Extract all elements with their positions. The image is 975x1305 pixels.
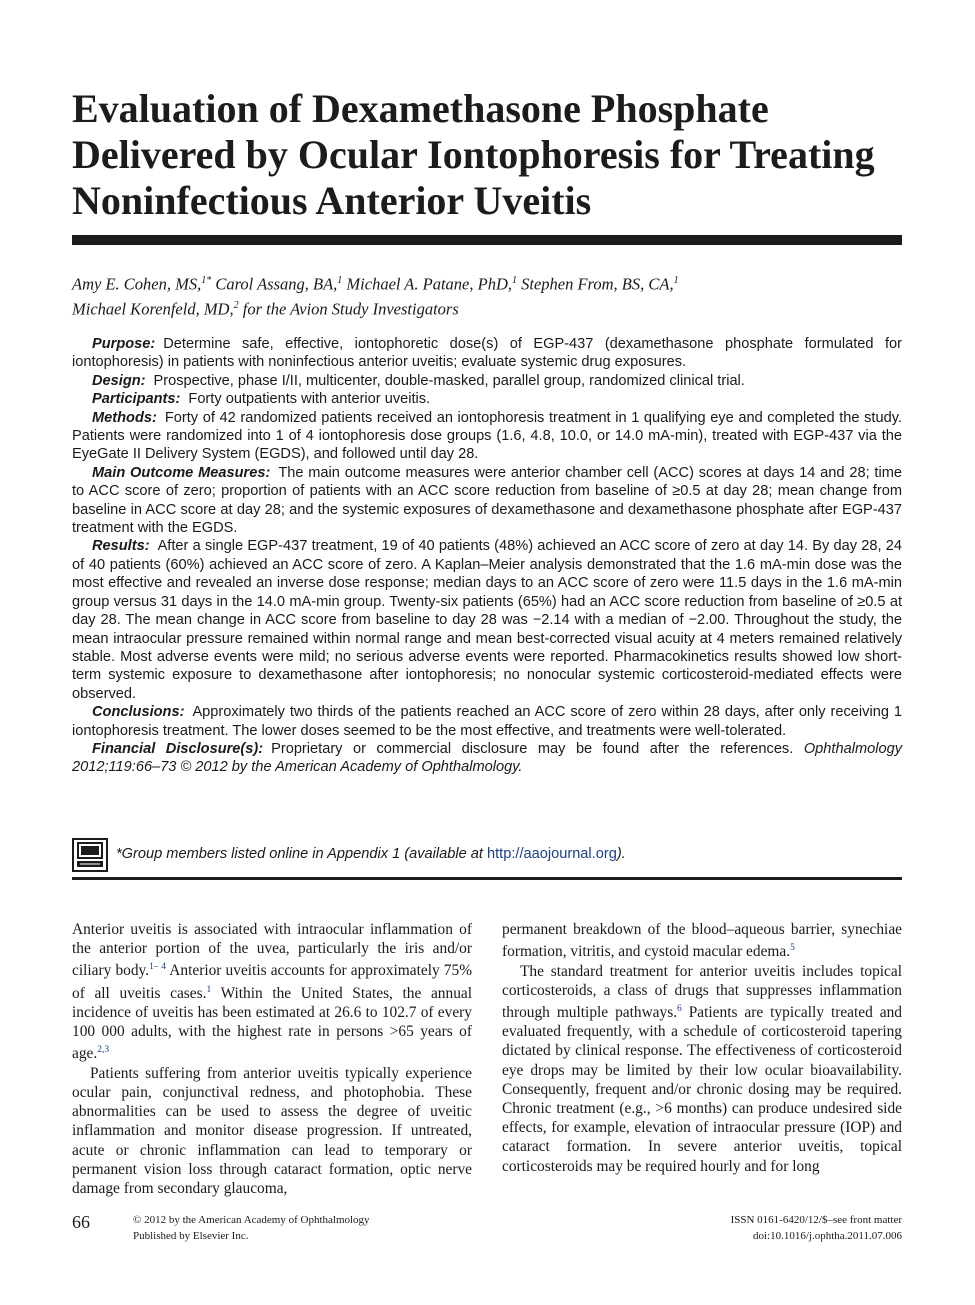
author-affiliation: 1 xyxy=(673,275,679,286)
abstract-outcomes xyxy=(72,464,902,538)
abstract-design xyxy=(72,372,902,390)
section-label: Design: xyxy=(92,372,146,389)
section-text: Forty outpatients with anterior uveitis. xyxy=(188,391,431,408)
paragraph-text: Within the United States, the annual incidence of uveitis has been estimated at 26.6 to 102.7 of every 100 000 adults, with the highest rate in persons >65 years of age. xyxy=(72,984,472,1063)
doi-line: doi:10.1016/j.ophtha.2011.07.006 xyxy=(752,1230,902,1242)
author-affiliation: 1 xyxy=(512,275,517,286)
author-name: Stephen From, BS, CA, xyxy=(521,274,674,294)
section-label: Participants: xyxy=(92,391,181,408)
issn-line: ISSN 0161-6420/12/$–see front matter xyxy=(730,1214,902,1226)
publisher-line: Published by Elsevier Inc. xyxy=(133,1230,249,1242)
appendix-note-text: *Group members listed online in Appendix 1 (available at xyxy=(116,846,487,862)
abstract-methods xyxy=(72,409,902,464)
citation: Ophthalmology 2012;119:66–73 © 2012 by the American Academy of Ophthalmology. xyxy=(72,740,902,776)
reference-link[interactable]: 1 xyxy=(206,984,212,995)
section-label: Financial Disclosure(s): xyxy=(92,740,264,757)
section-text: Prospective, phase I/II, multicenter, double-masked, parallel group, randomized clinical trial. xyxy=(153,372,745,389)
section-label: Purpose: xyxy=(92,336,156,352)
abstract-divider xyxy=(72,877,902,880)
body-column-left xyxy=(72,920,472,1198)
section-label: Conclusions: xyxy=(92,704,185,721)
title-divider xyxy=(72,235,902,245)
body-paragraph xyxy=(72,920,472,1064)
paragraph-text: The standard treatment for anterior uveitis includes topical corticosteroids, a class of drugs that suppresses inflammation through multiple pathways. xyxy=(502,962,902,1022)
journal-link[interactable]: http://aaojournal.org xyxy=(487,846,617,862)
section-label: Main Outcome Measures: xyxy=(92,464,271,481)
abstract-results xyxy=(72,537,902,703)
author-affiliation: 1 xyxy=(337,275,343,286)
author-affiliation: 1* xyxy=(201,275,212,286)
author-affiliation: 2 xyxy=(233,299,239,311)
author-name: Carol Assang, BA, xyxy=(215,274,338,294)
abstract-purpose xyxy=(72,335,902,372)
author-line-2 xyxy=(72,295,902,320)
author-list xyxy=(72,270,902,319)
body-paragraph: Patients suffering from anterior uveitis typically experience ocular pain, conjunctival redness, and photophobia. These abnormalities can be used to assess the degree of uveitic inflammation and monitor disease progression. If untreated, acute or chronic inflammation can lead to temporary or permanent vision loss through cataract formation, optic nerve damage from secondary glaucoma, xyxy=(72,1064,472,1198)
body-paragraph xyxy=(502,920,902,962)
abstract-disclosure xyxy=(72,740,902,777)
section-text: Proprietary or commercial disclosure may be found after the references. xyxy=(271,740,794,757)
reference-link[interactable]: 5 xyxy=(790,943,795,954)
appendix-note xyxy=(116,846,626,862)
publisher-info xyxy=(133,1212,370,1244)
abstract xyxy=(72,335,902,777)
reference-link[interactable]: 1– 4 xyxy=(149,962,166,973)
body-column-right xyxy=(502,920,902,1176)
section-text: Forty of 42 randomized patients received an iontophoresis treatment in 1 qualifying eye and completed the study. Patients were randomized into 1 of 4 iontophoresis dose groups (1.6, 4.8, 10.0, or 14.0 mA-min), treated with EGP-437 via the EyeGate II Delivery System (EGDS), and followed until day 28. xyxy=(72,409,902,463)
page-number: 66 xyxy=(72,1212,90,1232)
author-name: Michael A. Patane, PhD, xyxy=(346,274,512,294)
section-label: Results: xyxy=(92,538,150,555)
appendix-note-tail: ). xyxy=(616,846,626,862)
paragraph-text: Anterior uveitis accounts for approximately 75% of all uveitis cases. xyxy=(72,962,473,1002)
body-paragraph xyxy=(502,962,902,1176)
paragraph-text: permanent breakdown of the blood–aqueous barrier, synechiae formation, vitritis, and cystoid macular edema. xyxy=(502,921,902,961)
article-title: Evaluation of Dexamethasone Phosphate Delivered by Ocular Iontophoresis for Treating Noninfectious Anterior Uveitis xyxy=(72,86,875,223)
section-text: Approximately two thirds of the patients reached an ACC score of zero within 28 days, after only receiving 1 iontophoresis treatment. The lower doses seemed to be the most effective, and treatments were well-tolerated. xyxy=(72,704,902,739)
author-line-1 xyxy=(72,270,902,295)
section-text: Determine safe, effective, iontophoretic dose(s) of EGP-437 (dexamethasone phosphate formulated for iontophoresis) in patients with noninfectious anterior uveitis; evaluate systemic drug exposures. xyxy=(72,336,902,371)
abstract-conclusions xyxy=(72,703,902,740)
copyright-line: © 2012 by the American Academy of Ophthalmology xyxy=(133,1214,370,1226)
section-text: The main outcome measures were anterior chamber cell (ACC) scores at days 14 and 28; time to ACC score of zero; proportion of patients with an ACC score reduction from baseline of ≥0.5 at day 28; mean change from baseline in ACC score at day 28; and the systemic exposures of dexamethasone and dexamethasone phosphate after EGP-437 treatment with the EGDS. xyxy=(72,464,903,537)
author-name: Michael Korenfeld, MD, xyxy=(72,299,234,318)
reference-link[interactable]: 6 xyxy=(677,1003,682,1014)
section-label: Methods: xyxy=(92,409,157,426)
paragraph-text: Patients are typically treated and evaluated frequently, with a schedule of corticosteroid tapering dictated by clinical response. The effectiveness of corticosteroid eye drops may be limited by their low ocular bioavailability. Consequently, frequent and/or chronic dosing may be required. Chronic treatment (e.g., >6 months) can produce undesired side effects, for example, elevation of intraocular pressure (IOP) and cataract formation. In severe anterior uveitis, topical corticosteroids may be required hourly and for long xyxy=(502,1004,902,1175)
reference-link[interactable]: 2,3 xyxy=(97,1045,110,1056)
journal-identifiers xyxy=(731,1212,902,1244)
study-group: for the Avion Study Investigators xyxy=(242,299,459,318)
abstract-participants xyxy=(72,390,902,408)
section-text: After a single EGP-437 treatment, 19 of 40 patients (48%) achieved an ACC score of zero at day 14. By day 28, 24 of 40 patients (60%) achieved an ACC score of zero. A Kaplan–Meier analysis demonstrated that the 1.6 mA-min dose was the most effective and revealed an inverse dose response; median days to an ACC score of zero were 11.5 days in the 1.6 mA-min group versus 31 days in the 14.0 mA-min group. Twenty-six patients (65%) had an ACC score reduction from baseline of ≥0.5 at day 28. The mean change in ACC score from baseline to day 28 was −2.14 with a median of −2.00. Throughout the study, the mean intraocular pressure remained within normal range and mean best-corrected visual acuity at 4 meters remained relatively stable. Most adverse events were mild; no serious adverse events were reported. Pharmacokinetics results showed low short-term systemic exposure to dexamethasone after iontophoresis; no nonocular systemic corticosteroid-mediated effects were observed. xyxy=(72,538,902,702)
author-name: Amy E. Cohen, MS, xyxy=(72,274,202,294)
computer-icon xyxy=(72,838,108,872)
paragraph-text: Anterior uveitis is associated with intraocular inflammation of the anterior portion of the uvea, particularly the iris and/or ciliary body. xyxy=(72,921,472,980)
